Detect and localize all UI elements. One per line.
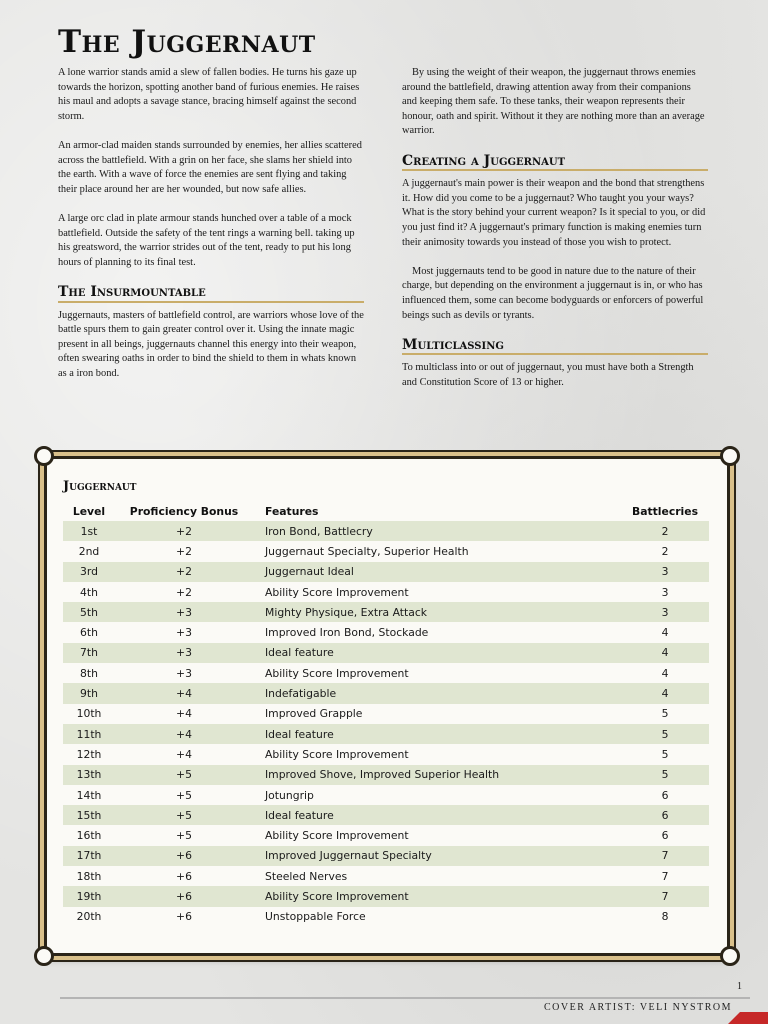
cell-features: Improved Iron Bond, Stockade [265,626,429,640]
cell-proficiency: +2 [176,585,192,599]
frame-corner-ornament [720,446,740,466]
cell-features: Improved Grapple [265,707,363,721]
cell-features: Improved Juggernaut Specialty [253,846,621,866]
table-header-row [63,501,709,521]
cell-proficiency: +2 [115,521,253,541]
table-row [63,541,709,561]
cell-level: 6th [80,626,98,640]
table-row [63,521,709,541]
cell-features: Iron Bond, Battlecry [253,521,621,541]
table-row [63,866,709,886]
cell-level: 11th [63,724,115,744]
cell-proficiency: +3 [115,643,253,663]
cell-features: Ability Score Improvement [265,829,409,843]
cell-level: 14th [76,788,102,802]
table-row [63,724,709,744]
frame-corner-ornament [34,446,54,466]
table-row [63,886,709,906]
page-number: 1 [737,981,742,992]
cell-level: 16th [76,829,102,843]
section-paragraph: To multiclass into or out of juggernaut, you must have both a Strength and Constitution Score of 13 or higher. [402,362,694,388]
frame-corner-ornament [720,946,740,966]
cell-level: 10th [76,707,102,721]
frame-corner-ornament [34,946,54,966]
cell-level: 8th [80,666,98,680]
cell-battlecries: 8 [661,910,669,924]
column-header-proficiency: Proficiency Bonus [129,504,239,518]
class-progression-table [63,501,709,927]
cell-level: 12th [76,747,102,761]
cell-battlecries: 2 [661,544,669,558]
right-column [402,66,708,405]
cell-battlecries: 5 [621,765,709,785]
cell-battlecries: 7 [621,846,709,866]
cell-level: 9th [63,683,115,703]
cell-battlecries: 5 [661,707,669,721]
intro-paragraph: A lone warrior stands amid a slew of fallen bodies. He turns his gaze up towards the horizon, spotting another band of furious enemies. He raises his maul and adopts a savage stance, bracing himself against the second storm. [58,67,360,122]
cell-level: 20th [76,910,102,924]
cell-features: Ideal feature [253,643,621,663]
column-header-features: Features [265,504,319,518]
class-table-frame [44,456,730,956]
cell-features: Improved Shove, Improved Superior Health [253,765,621,785]
section-heading-multiclassing: Multiclassing [402,338,708,356]
cell-features: Steeled Nerves [265,869,348,883]
cell-proficiency: +4 [115,724,253,744]
table-row [63,765,709,785]
cell-proficiency: +5 [176,788,192,802]
table-title: Juggernaut [63,479,137,494]
cell-battlecries: 5 [661,747,669,761]
table-row [63,643,709,663]
cell-battlecries: 4 [621,643,709,663]
section-heading-creating: Creating a Juggernaut [402,154,708,172]
table-row [63,805,709,825]
page-title: The Juggernaut [58,24,316,60]
cell-proficiency: +3 [115,602,253,622]
cell-proficiency: +5 [115,805,253,825]
cell-proficiency: +5 [115,765,253,785]
cell-proficiency: +4 [176,707,192,721]
section-paragraph: Most juggernauts tend to be good in nature due to the nature of their charge, but depending on the environment a juggernaut is in, or who has influenced them, some can become bodyguards or enforcers of powerful beings such as devils or tyrants. [402,265,704,321]
cell-battlecries: 5 [621,724,709,744]
cell-battlecries: 4 [661,666,669,680]
cell-battlecries: 6 [661,829,669,843]
cell-level: 18th [76,869,102,883]
cell-features: Jotungrip [265,788,314,802]
section-paragraph: Juggernauts, masters of battlefield control, are warriors whose love of the battle spurs them to gain greater control over it. Using the innate magic present in all beings, juggernauts channel this energy into their weapon, often swearing oaths in order to bind the shield to them in whats known as a iron bond. [58,309,364,379]
cell-battlecries: 3 [621,562,709,582]
cell-features: Ideal feature [253,724,621,744]
cell-proficiency: +4 [115,683,253,703]
column-header-level: Level [72,504,106,518]
section-heading-insurmountable: The Insurmountable [58,285,364,303]
cell-battlecries: 2 [621,521,709,541]
intro-paragraph: An armor-clad maiden stands surrounded by enemies, her allies scattered across the battlefield. With a grin on her face, she slams her shield into the earth. With a wave of force the enemies are sent flying and taking their place around her are her wounded, but now safe allies. [58,139,362,195]
table-row [63,907,709,927]
cell-level: 7th [63,643,115,663]
cell-proficiency: +3 [176,666,192,680]
table-row [63,622,709,642]
table-row [63,562,709,582]
table-row [63,825,709,845]
cell-proficiency: +2 [176,544,192,558]
footer-accent [728,1012,768,1024]
left-column [58,66,364,396]
cell-level: 19th [63,886,115,906]
cell-features: Ability Score Improvement [265,747,409,761]
cell-proficiency: +6 [115,846,253,866]
cell-proficiency: +6 [176,910,192,924]
cell-features: Ability Score Improvement [265,666,409,680]
cell-level: 5th [63,602,115,622]
table-row [63,602,709,622]
cell-level: 2nd [78,544,100,558]
footer-credit: COVER ARTIST: VELI NYSTROM [543,1002,732,1013]
cell-battlecries: 3 [661,585,669,599]
intro-paragraph: A large orc clad in plate armour stands hunched over a table of a mock battlefield. Outside the safety of the tent rings a warning bell. taking up his greatsword, the warrior strides out of the tent, ready to put his long hours of planning to its final test. [58,212,355,268]
cell-level: 1st [63,521,115,541]
cell-battlecries: 6 [661,788,669,802]
table-row [63,846,709,866]
table-row [63,744,709,764]
cell-features: Juggernaut Specialty, Superior Health [265,544,469,558]
cell-features: Juggernaut Ideal [253,562,621,582]
cell-battlecries: 7 [621,886,709,906]
cell-battlecries: 4 [621,683,709,703]
table-row [63,663,709,683]
cell-level: 17th [63,846,115,866]
table-row [63,683,709,703]
cell-battlecries: 3 [621,602,709,622]
cell-battlecries: 4 [661,626,669,640]
table-body [63,521,709,927]
cell-features: Indefatigable [253,683,621,703]
cell-features: Mighty Physique, Extra Attack [253,602,621,622]
cell-features: Ability Score Improvement [265,585,409,599]
cell-level: 4th [80,585,98,599]
column-header-battlecries: Battlecries [631,504,699,518]
cell-features: Unstoppable Force [265,910,366,924]
cell-battlecries: 6 [621,805,709,825]
table-row [63,582,709,602]
cell-proficiency: +3 [176,626,192,640]
section-paragraph: A juggernaut's main power is their weapon and the bond that strengthens it. How did you come to be a juggernaut? Who taught you your ways? What is the story behind your current weapon? Is it special to you, or did you just find it? A juggernaut's primary function is making enemies turn their animosity towards you instead of those you wish to protect. [402,178,706,248]
cell-features: Ideal feature [253,805,621,825]
cell-battlecries: 7 [661,869,669,883]
table-row [63,704,709,724]
cell-proficiency: +5 [176,829,192,843]
cell-proficiency: +6 [176,869,192,883]
cell-level: 13th [63,765,115,785]
footer-rule [60,997,750,999]
cell-level: 3rd [63,562,115,582]
cell-proficiency: +6 [115,886,253,906]
cell-proficiency: +2 [115,562,253,582]
cell-features: Ability Score Improvement [253,886,621,906]
intro-paragraph: By using the weight of their weapon, the juggernaut throws enemies around the battlefield, drawing attention away from their companions and keeping them safe. To these tanks, their weapon represents their honour, oath and spirit. Without it they are nothing more than an average warrior. [402,67,705,137]
table-row [63,785,709,805]
cell-level: 15th [63,805,115,825]
cell-proficiency: +4 [176,747,192,761]
